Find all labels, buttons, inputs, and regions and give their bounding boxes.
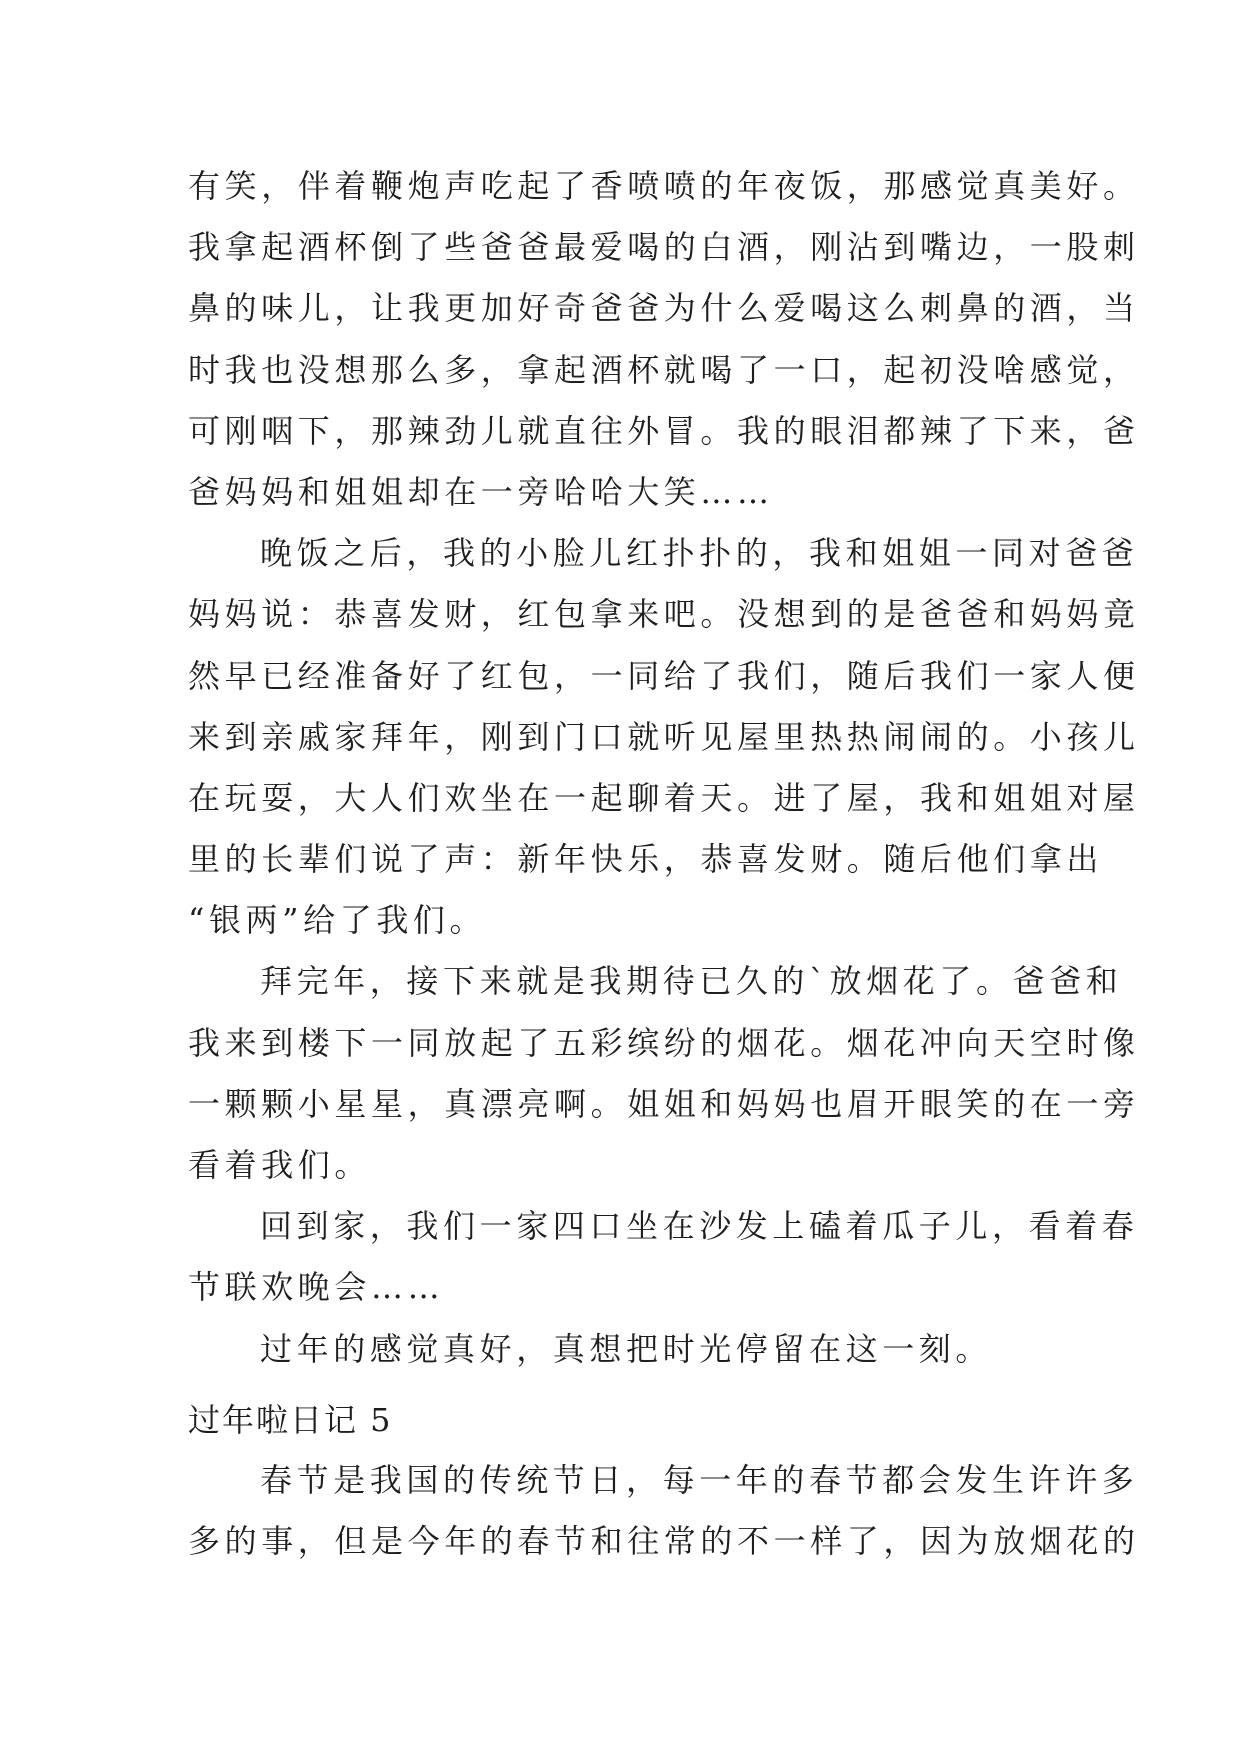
text-line: 在玩耍，大人们欢坐在一起聊着天。进了屋，我和姐姐对屋 bbox=[188, 778, 1140, 817]
text-line: 有笑，伴着鞭炮声吃起了香喷喷的年夜饭，那感觉真美好。 bbox=[188, 167, 1140, 205]
paragraph-start-line: 春节是我国的传统节日，每一年的春节都会发生许许多 bbox=[260, 1461, 1139, 1499]
text-line: 我拿起酒杯倒了些爸爸最爱喝的白酒，刚沾到嘴边，一股刺 bbox=[188, 228, 1140, 267]
text-line: 我来到楼下一同放起了五彩缤纷的烟花。烟花冲向天空时像 bbox=[188, 1023, 1140, 1062]
text-line: 时我也没想那么多，拿起酒杯就喝了一口，起初没啥感觉， bbox=[188, 350, 1140, 389]
section-heading: 过年啦日记 5 bbox=[188, 1401, 393, 1439]
text-line: 妈妈说：恭喜发财，红包拿来吧。没想到的是爸爸和妈妈竟 bbox=[188, 595, 1140, 634]
text-line: 然早已经准备好了红包，一同给了我们，随后我们一家人便 bbox=[188, 656, 1140, 695]
paragraph-start-line: 过年的感觉真好，真想把时光停留在这一刻。 bbox=[260, 1329, 993, 1368]
next-section-text bbox=[188, 1450, 1140, 1572]
text-line: 里的长辈们说了声：新年快乐，恭喜发财。随后他们拿出 bbox=[188, 840, 1104, 879]
text-line: 节联欢晚会…… bbox=[188, 1268, 445, 1307]
text-line: 一颗颗小星星，真漂亮啊。姐姐和妈妈也眉开眼笑的在一旁 bbox=[188, 1084, 1140, 1123]
paragraph-start-line: 拜完年，接下来就是我期待已久的`放烟花了。爸爸和 bbox=[260, 962, 1123, 1001]
text-line: 鼻的味儿，让我更加好奇爸爸为什么爱喝这么刺鼻的酒，当 bbox=[188, 289, 1140, 328]
text-line: 爸妈妈和姐姐却在一旁哈哈大笑…… bbox=[188, 472, 774, 511]
text-line: 多的事，但是今年的春节和往常的不一样了，因为放烟花的 bbox=[188, 1522, 1140, 1561]
text-line: 来到亲戚家拜年，刚到门口就听见屋里热热闹闹的。小孩儿 bbox=[188, 717, 1140, 756]
diary-body-text bbox=[188, 156, 1140, 1380]
paragraph-start-line: 回到家，我们一家四口坐在沙发上磕着瓜子儿，看着春 bbox=[260, 1207, 1139, 1246]
paragraph-start-line: 晚饭之后，我的小脸儿红扑扑的，我和姐姐一同对爸爸 bbox=[260, 534, 1139, 573]
text-line: 看着我们。 bbox=[188, 1146, 372, 1184]
text-line: “银两”给了我们。 bbox=[188, 901, 487, 940]
text-line: 可刚咽下，那辣劲儿就直往外冒。我的眼泪都辣了下来，爸 bbox=[188, 411, 1140, 450]
